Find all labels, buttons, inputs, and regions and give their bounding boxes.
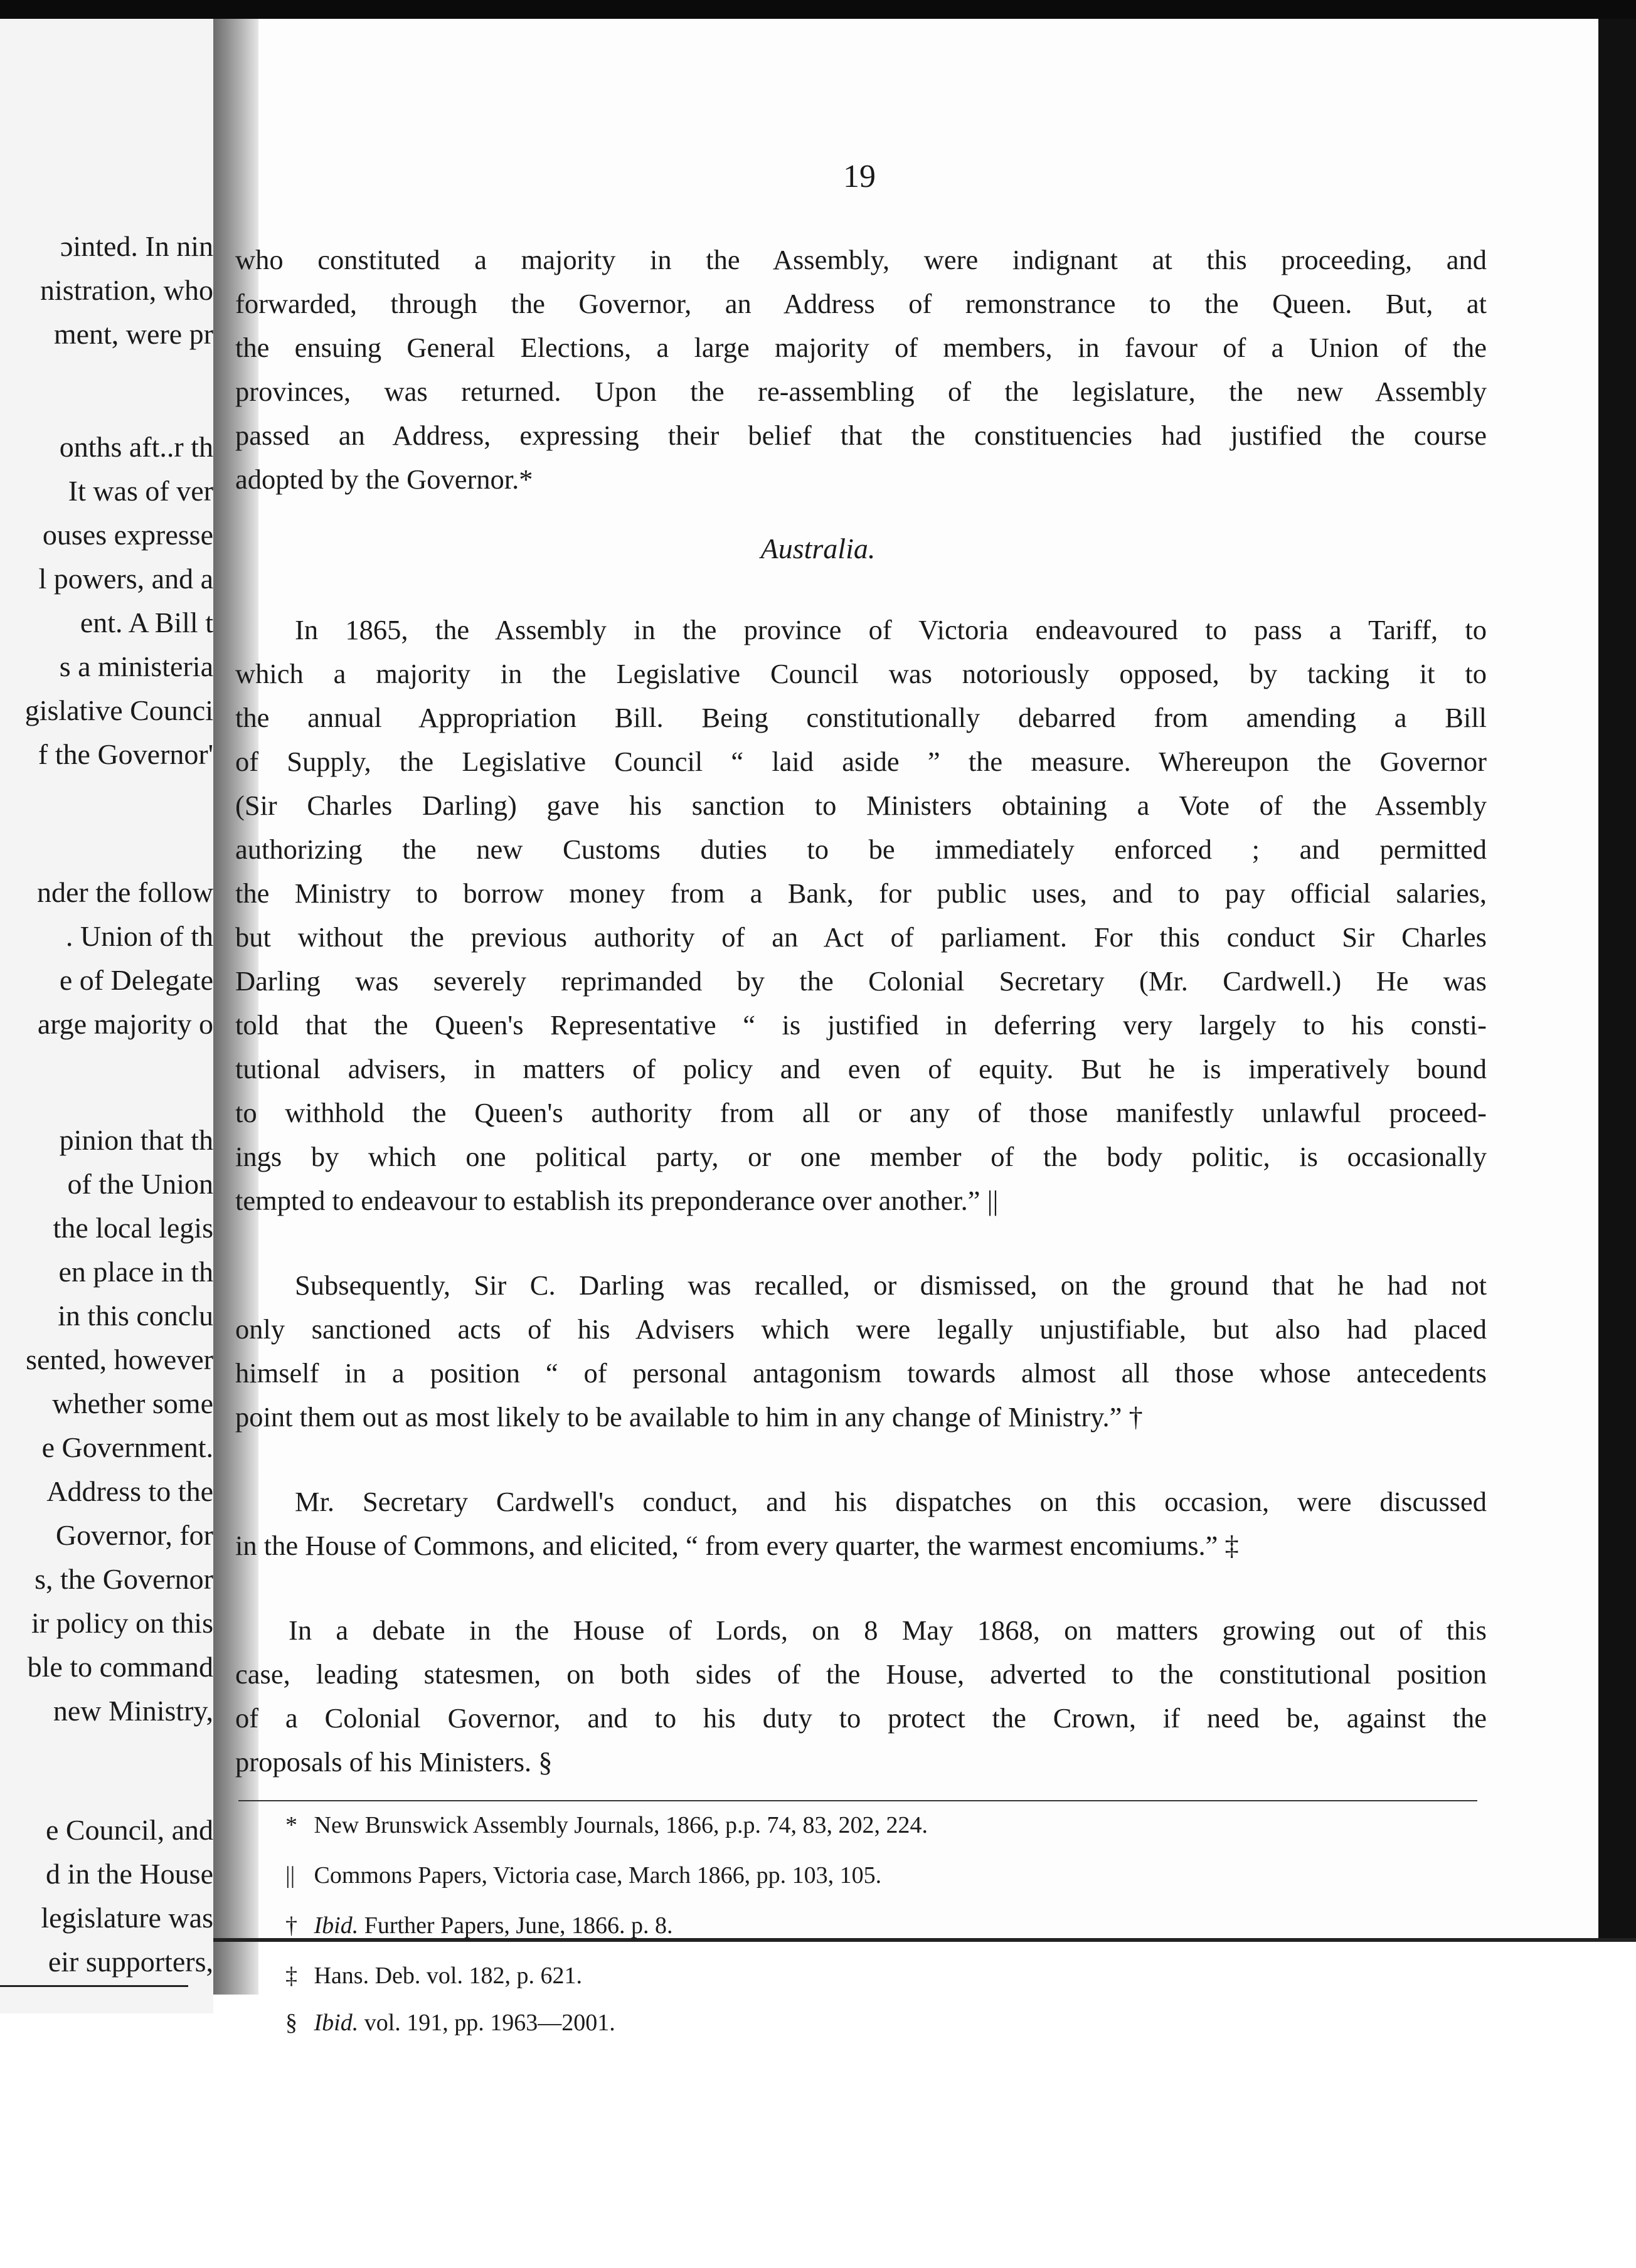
footnote (285, 1962, 582, 1990)
left-page-line: l powers, and a (38, 563, 213, 595)
para2-line: tutional advisers, in matters of policy and even of equity. But he is imperatively bound (235, 1053, 1487, 1084)
para1-line: forwarded, through the Governor, an Address of remonstrance to the Queen. But, at (235, 288, 1487, 319)
left-page-rule (0, 1985, 188, 1987)
footnote (285, 2009, 615, 2037)
page-number: 19 (843, 159, 876, 194)
left-page-line: s, the Governor (35, 1563, 213, 1595)
left-page-line: ment, were pr (53, 318, 213, 350)
footnote-symbol: † (285, 1912, 297, 1939)
para1-line: who constituted a majority in the Assembly, were indignant at this proceeding, and (235, 244, 1487, 275)
left-page-line: f the Governor' (38, 738, 213, 770)
left-page-line: whether some (52, 1387, 213, 1419)
left-page-line: arge majority o (37, 1008, 213, 1040)
left-page-line: Governor, for (55, 1519, 213, 1551)
left-page-line: s a ministeria (59, 650, 213, 682)
para4-line: in the House of Commons, and elicited, “ from every quarter, the warmest encomiums.” ‡ (235, 1530, 1239, 1561)
scan-right-border (1598, 19, 1636, 1938)
footnote (285, 1912, 673, 1939)
left-page-line: en place in th (58, 1256, 213, 1288)
para2-line: tempted to endeavour to establish its preponderance over another.” || (235, 1185, 999, 1216)
left-page-line: e Government. (41, 1431, 213, 1463)
para3-line: only sanctioned acts of his Advisers which were legally unjustifiable, but also had placed (235, 1313, 1487, 1345)
footnote-text: Commons Papers, Victoria case, March 1866, pp. 103, 105. (314, 1862, 882, 1889)
para5-line: In a debate in the House of Lords, on 8 May 1868, on matters growing out of this (289, 1614, 1487, 1646)
footnote (285, 1862, 881, 1889)
left-page-line: e Council, and (46, 1814, 213, 1846)
footnote-symbol: * (285, 1812, 297, 1838)
footnote-text: vol. 191, pp. 1963—2001. (364, 2010, 615, 2036)
left-page-line: ble to command (27, 1651, 213, 1683)
left-page-line: ent. A Bill t (80, 607, 213, 639)
para5-line: proposals of his Ministers. § (235, 1746, 553, 1778)
footnote-symbol: ‡ (285, 1963, 297, 1989)
left-page-line: ir policy on this (31, 1607, 213, 1639)
para1-line: provinces, was returned. Upon the re-assembling of the legislature, the new Assembly (235, 376, 1487, 407)
left-page-line: the local legis (53, 1212, 213, 1244)
section-heading-australia: Australia. (760, 533, 876, 564)
para1-line: passed an Address, expressing their belief that the constituencies had justified the course (235, 420, 1487, 451)
para2-line: to withhold the Queen's authority from all or any of those manifestly unlawful proceed- (235, 1097, 1487, 1128)
para3-line: himself in a position “ of personal antagonism towards almost all those whose antecedents (235, 1357, 1487, 1389)
footnote-text: New Brunswick Assembly Journals, 1866, p.p. 74, 83, 202, 224. (314, 1812, 928, 1838)
para3-line: point them out as most likely to be available to him in any change of Ministry.” † (235, 1401, 1143, 1433)
left-facing-page-fragment (0, 19, 213, 2013)
para2-line: of Supply, the Legislative Council “ laid aside ” the measure. Whereupon the Governor (235, 746, 1487, 777)
para5-line: case, leading statesmen, on both sides of the House, adverted to the constitutional position (235, 1658, 1487, 1690)
para1-line: adopted by the Governor.* (235, 464, 533, 495)
footnote (285, 1811, 928, 1839)
footnote-ibid: Ibid. (314, 1912, 359, 1939)
left-page-line: in this conclu (58, 1300, 213, 1332)
para3-line: Subsequently, Sir C. Darling was recalled, or dismissed, on the ground that he had not (295, 1269, 1487, 1301)
left-page-line: Address to the (46, 1475, 213, 1507)
left-page-line: d in the House (45, 1858, 213, 1890)
footnote-ibid: Ibid. (314, 2010, 359, 2036)
para2-line: (Sir Charles Darling) gave his sanction to Ministers obtaining a Vote of the Assembly (235, 790, 1487, 821)
para2-line: which a majority in the Legislative Council was notoriously opposed, by tacking it to (235, 658, 1487, 689)
left-page-line: nistration, who (40, 274, 213, 306)
left-page-line: legislature was (41, 1902, 213, 1934)
left-page-line: new Ministry, (53, 1695, 213, 1727)
left-page-line: onths aft..r th (59, 431, 213, 463)
left-page-line: It was of ver (68, 475, 213, 507)
para2-line: the annual Appropriation Bill. Being constitutionally debarred from amending a Bill (235, 702, 1487, 733)
left-page-line: pinion that th (59, 1124, 213, 1156)
footnote-text: Further Papers, June, 1866. p. 8. (364, 1912, 673, 1939)
left-page-line: ɔinted. In nin (60, 230, 213, 262)
left-page-line: nder the follow (36, 876, 213, 908)
footnote-symbol: || (285, 1862, 295, 1889)
left-page-line: sented, however (26, 1343, 213, 1375)
para5-line: of a Colonial Governor, and to his duty to protect the Crown, if need be, against the (235, 1702, 1487, 1734)
left-page-line: eir supporters, (48, 1946, 213, 1978)
footnote-text: Hans. Deb. vol. 182, p. 621. (314, 1963, 582, 1989)
para4-line: Mr. Secretary Cardwell's conduct, and his dispatches on this occasion, were discussed (295, 1486, 1487, 1517)
left-page-line: gislative Counci (24, 694, 213, 726)
para2-line: ings by which one political party, or one member of the body politic, is occasionally (235, 1141, 1487, 1172)
para2-line: told that the Queen's Representative “ is justified in deferring very largely to his consti- (235, 1009, 1487, 1041)
left-page-line: e of Delegate (59, 964, 213, 996)
para2-line: but without the previous authority of an Act of parliament. For this conduct Sir Charles (235, 921, 1487, 953)
para2-line: In 1865, the Assembly in the province of Victoria endeavoured to pass a Tariff, to (295, 614, 1487, 645)
para2-line: Darling was severely reprimanded by the Colonial Secretary (Mr. Cardwell.) He was (235, 965, 1487, 997)
para1-line: the ensuing General Elections, a large majority of members, in favour of a Union of the (235, 332, 1487, 363)
footnote-symbol: § (285, 2010, 297, 2036)
left-page-line: . Union of th (65, 920, 213, 952)
para2-line: authorizing the new Customs duties to be immediately enforced ; and permitted (235, 834, 1487, 865)
para2-line: the Ministry to borrow money from a Bank, for public uses, and to pay official salaries, (235, 877, 1487, 909)
scan-top-border (0, 0, 1636, 19)
left-page-line: of the Union (67, 1168, 213, 1200)
footnote-separator (238, 1800, 1477, 1801)
left-page-line: ouses expresse (42, 519, 213, 551)
